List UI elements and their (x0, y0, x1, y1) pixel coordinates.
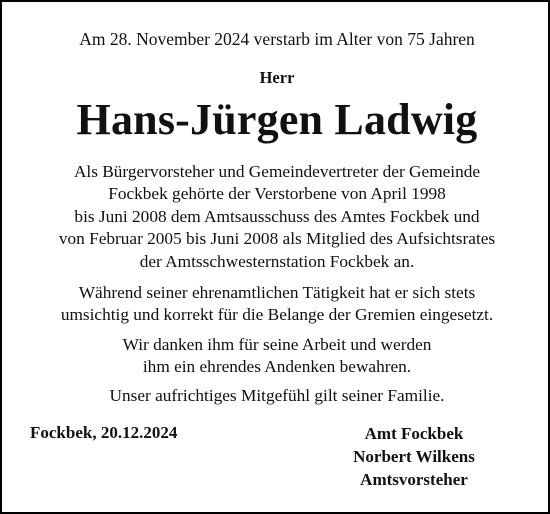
career-paragraph (2, 161, 550, 273)
career-line-1: Als Bürgervorsteher und Gemeindevertreter der Gemeinde (73, 162, 481, 181)
gratitude-line-2: ihm ein ehrendes Andenken bewahren. (142, 357, 412, 377)
career-line-5: der Amtsschwesternstation Fockbek an. (139, 251, 415, 271)
career-line-4: von Februar 2005 bis Juni 2008 als Mitglied des Aufsichtsrates (58, 229, 496, 249)
career-line-3: bis Juni 2008 dem Amtsausschuss des Amtes Fockbek und (74, 206, 480, 226)
place-and-date: Fockbek, 20.12.2024 (30, 423, 178, 442)
signature-block (314, 423, 514, 491)
deceased-name: Hans-Jürgen Ladwig (76, 95, 478, 144)
signature-organization: Amt Fockbek (364, 424, 464, 443)
service-line-1: Während seiner ehrenamtlichen Tätigkeit hat er sich stets (78, 283, 476, 302)
gratitude-line-1: Wir danken ihm für seine Arbeit und werden (122, 335, 432, 354)
service-paragraph (2, 282, 550, 327)
signature-person: Norbert Wilkens (353, 446, 475, 466)
career-line-2: Fockbek gehörte der Verstorbene von April 1998 (108, 184, 446, 204)
signature-role: Amtsvorsteher (360, 469, 468, 489)
condolence-line: Unser aufrichtiges Mitgefühl gilt seiner Familie. (109, 386, 445, 405)
death-announcement-line: Am 28. November 2024 verstarb im Alter von 75 Jahren (79, 29, 475, 49)
gratitude-paragraph (2, 334, 550, 379)
service-line-2: umsichtig und korrekt für die Belange der Gremien eingesetzt. (60, 305, 494, 325)
condolence-paragraph (2, 385, 550, 407)
salutation: Herr (259, 68, 295, 87)
